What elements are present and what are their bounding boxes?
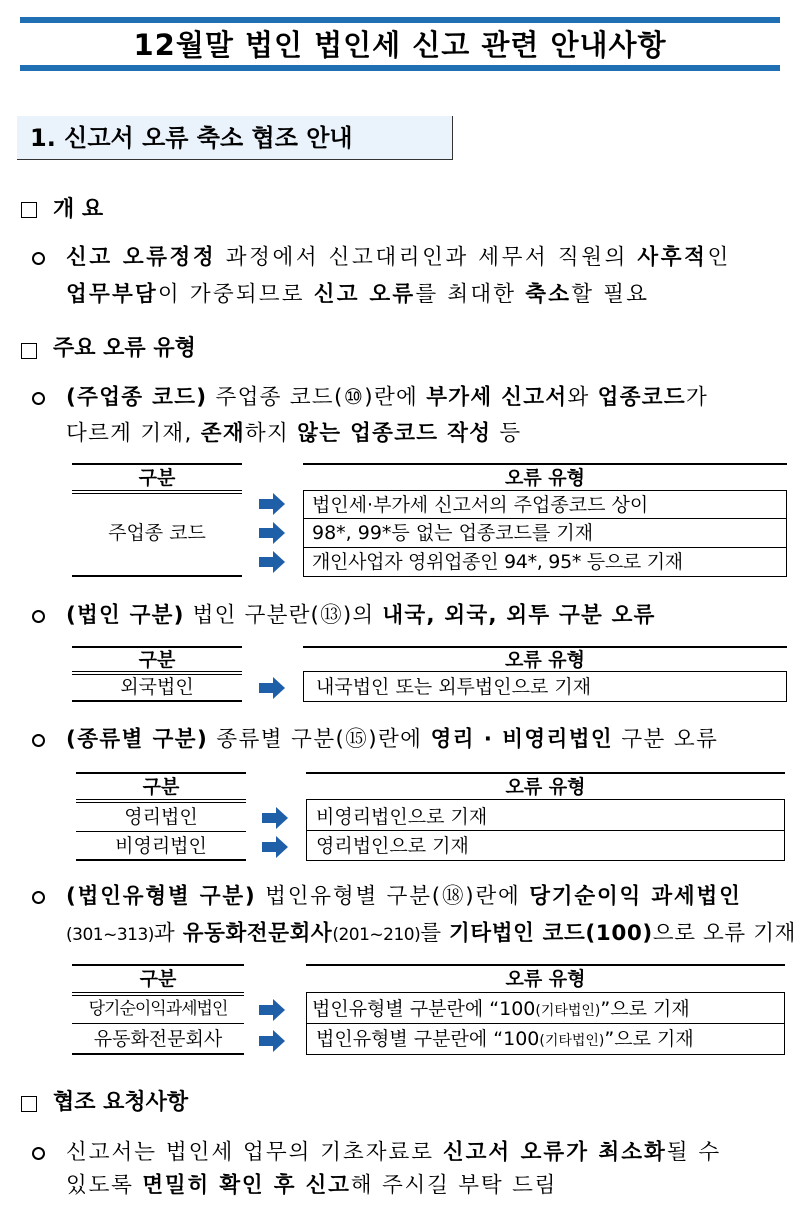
section-title: 1. 신고서 오류 축소 협조 안내 bbox=[30, 124, 353, 152]
item4-line-2: (301~313)과 유동화전문회사(201~210)를 기타법인 코드(100)으로 오류 기재 bbox=[66, 921, 796, 946]
table-rule bbox=[72, 575, 242, 577]
table-header-error: 오류 유형 bbox=[505, 776, 586, 798]
item4-line-1: (법인유형별 구분) 법인유형별 구분(⑱)란에 당기순이익 과세법인 bbox=[66, 884, 742, 909]
circle-bullet-icon bbox=[32, 610, 45, 623]
table-rule bbox=[72, 1023, 244, 1024]
table-cell-error: 비영리법인으로 기재 bbox=[316, 806, 488, 828]
title-top-rule bbox=[20, 17, 780, 23]
page-title: 12월말 법인 법인세 신고 관련 안내사항 bbox=[133, 28, 667, 62]
table-rule bbox=[72, 992, 244, 993]
table-header-error: 오류 유형 bbox=[504, 467, 586, 489]
circle-bullet-icon bbox=[32, 1147, 45, 1160]
table-cell-category: 유동화전문회사 bbox=[93, 1028, 223, 1050]
table-rule bbox=[76, 799, 246, 800]
table-cell-error: 개인사업자 영위업종인 94*, 95* 등으로 기재 bbox=[312, 551, 683, 573]
table-rule bbox=[303, 463, 787, 465]
item3-line-1: (종류별 구분) 종류별 구분(⑮)란에 영리 · 비영리법인 구분 오류 bbox=[66, 727, 719, 752]
table-rule bbox=[72, 964, 244, 966]
table-rule bbox=[76, 802, 246, 803]
table-rule bbox=[72, 493, 242, 494]
table-header-error: 오류 유형 bbox=[504, 649, 586, 671]
circle-bullet-icon bbox=[32, 734, 45, 747]
right-arrow-icon bbox=[258, 1030, 286, 1052]
table-rule bbox=[76, 859, 246, 861]
table-cell-category: 외국법인 bbox=[120, 676, 194, 698]
checkbox-square-icon bbox=[21, 343, 37, 359]
item2-line-1: (법인 구분) 법인 구분란(⑬)의 내국, 외국, 외투 구분 오류 bbox=[66, 603, 656, 628]
table-cell-category: 비영리법인 bbox=[115, 835, 207, 857]
overview-line-1: 신고 오류정정 과정에서 신고대리인과 세무서 직원의 사후적인 bbox=[66, 245, 731, 270]
table-header-category: 구분 bbox=[142, 776, 180, 798]
table-cell-category: 영리법인 bbox=[124, 806, 198, 828]
table-cell-category: 주업종 코드 bbox=[108, 522, 206, 544]
checkbox-square-icon bbox=[21, 202, 37, 218]
right-arrow-icon bbox=[261, 836, 289, 858]
right-arrow-icon bbox=[258, 522, 286, 544]
item1-line-1: (주업종 코드) 주업종 코드(⑩)란에 부가세 신고서와 업종코드가 bbox=[66, 385, 709, 410]
right-arrow-icon bbox=[258, 493, 286, 515]
item1-line-2: 다르게 기재, 존재하지 않는 업종코드 작성 등 bbox=[66, 421, 522, 446]
table-cell-error: 내국법인 또는 외투법인으로 기재 bbox=[316, 676, 592, 698]
table-rule bbox=[306, 964, 785, 966]
table-header-category: 구분 bbox=[138, 649, 176, 671]
table-rule bbox=[306, 772, 785, 774]
cooperation-heading: 협조 요청사항 bbox=[53, 1090, 189, 1115]
circle-bullet-icon bbox=[32, 891, 45, 904]
main-errors-heading: 주요 오류 유형 bbox=[53, 336, 196, 361]
table-rule bbox=[72, 463, 242, 465]
table-rule bbox=[303, 518, 787, 519]
table-cell-error: 영리법인으로 기재 bbox=[316, 835, 469, 857]
right-arrow-icon bbox=[258, 999, 286, 1021]
table-rule bbox=[72, 490, 242, 491]
table-header-category: 구분 bbox=[138, 467, 176, 489]
circle-bullet-icon bbox=[32, 252, 45, 265]
right-arrow-icon bbox=[258, 551, 286, 573]
table-rule bbox=[72, 671, 242, 672]
table-rule bbox=[72, 1053, 244, 1055]
table-rule bbox=[76, 831, 246, 832]
table-header-category: 구분 bbox=[139, 968, 177, 990]
right-arrow-icon bbox=[258, 677, 286, 699]
table-cell-error: 법인유형별 구분란에 “100(기타법인)”으로 기재 bbox=[316, 1028, 694, 1050]
right-arrow-icon bbox=[261, 807, 289, 829]
checkbox-square-icon bbox=[21, 1096, 37, 1112]
overview-heading: 개 요 bbox=[53, 197, 104, 222]
table-rule bbox=[76, 772, 246, 774]
overview-line-2: 업무부담이 가중되므로 신고 오류를 최대한 축소할 필요 bbox=[66, 282, 650, 307]
cooperation-line-1: 신고서는 법인세 업무의 기초자료로 신고서 오류가 최소화될 수 bbox=[66, 1140, 722, 1165]
table-rule bbox=[72, 700, 242, 702]
table-header-error: 오류 유형 bbox=[505, 968, 586, 990]
table-rule bbox=[303, 547, 787, 548]
table-cell-error: 법인세·부가세 신고서의 주업종코드 상이 bbox=[312, 494, 649, 516]
title-bottom-rule bbox=[20, 65, 780, 71]
table-cell-error: 법인유형별 구분란에 “100(기타법인)”으로 기재 bbox=[312, 998, 690, 1020]
table-cell-error: 98*, 99*등 없는 업종코드를 기재 bbox=[312, 522, 594, 544]
circle-bullet-icon bbox=[32, 392, 45, 405]
table-rule bbox=[306, 830, 785, 831]
table-cell-category: 당기순이익과세법인 bbox=[88, 999, 228, 1019]
cooperation-line-2: 있도록 면밀히 확인 후 신고해 주시길 부탁 드림 bbox=[66, 1173, 558, 1198]
